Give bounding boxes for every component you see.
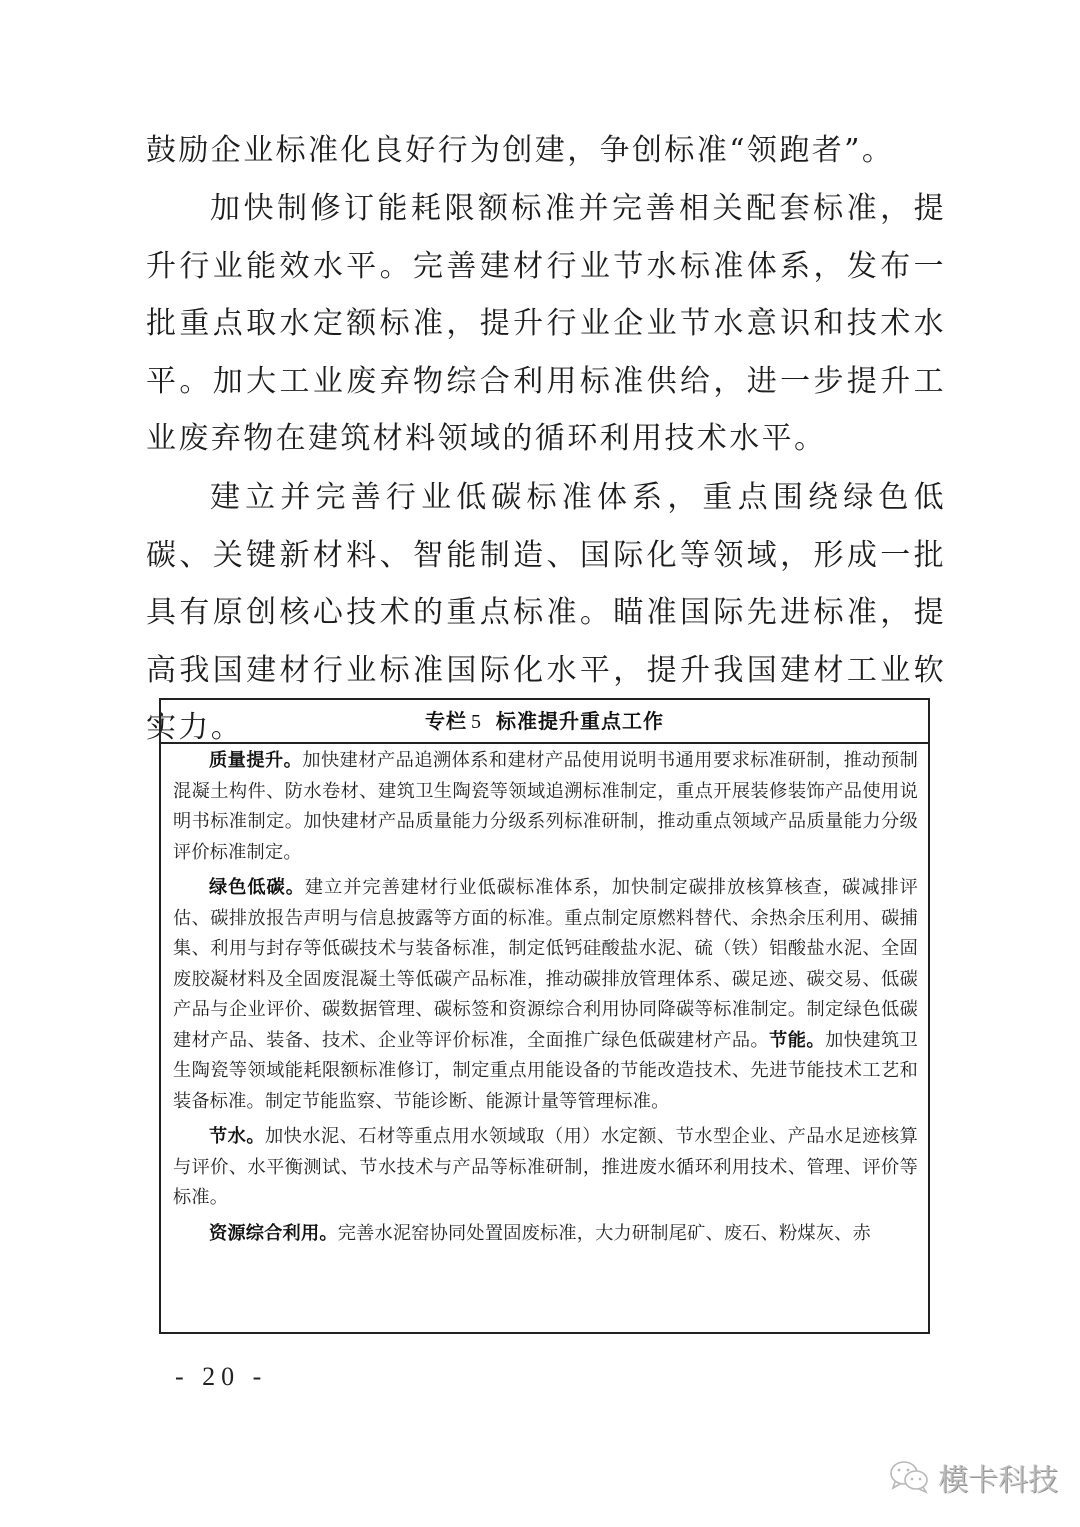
box-title <box>161 700 928 744</box>
paragraph-1: 鼓励企业标准化良好行为创建，争创标准“领跑者”。 <box>146 133 895 168</box>
section-text: 加快水泥、石材等重点用水领域取（用）水定额、节水型企业、产品水足迹核算与评价、水平衡测试、节水技术与产品等标准研制，推进废水循环利用技术、管理、评价等标准。 <box>173 1126 918 1208</box>
watermark <box>888 1455 1058 1499</box>
box-title-number: 5 <box>471 711 482 733</box>
section-green-low-carbon <box>173 873 918 1117</box>
box-title-text: 标准提升重点工作 <box>496 709 664 733</box>
box-body <box>161 744 928 1249</box>
sidebar-box-standards <box>159 698 930 1334</box>
wechat-icon <box>888 1459 932 1495</box>
section-resource-utilization <box>173 1219 918 1250</box>
box-title-prefix: 专栏 <box>425 709 467 733</box>
section-label: 质量提升。 <box>209 750 303 771</box>
section-text: 建立并完善建材行业低碳标准体系，加快制定碳排放核算核查，碳减排评估、碳排放报告声明与信息披露等方面的标准。重点制定原燃料替代、余热余压利用、碳捕集、利用与封存等低碳技术与装备标准，制定低钙硅酸盐水泥、硫（铁）铝酸盐水泥、全固废胶凝材料及全固废混凝土等低碳产品标准，推动碳排放管理体系、碳足迹、碳交易、低碳产品与企业评价、碳数据管理、碳标签和资源综合利用协同降碳等标准制定。制定绿色低碳建材产品、装备、技术、企业等评价标准，全面推广绿色低碳建材产品。 <box>173 877 918 1051</box>
page-number: - 20 - <box>175 1362 268 1391</box>
section-text: 完善水泥窑协同处置固废标准，大力研制尾矿、废石、粉煤灰、赤 <box>337 1222 871 1244</box>
section-label: 节水。 <box>209 1126 265 1147</box>
section-quality <box>173 746 918 868</box>
section-text-energy: 加快建筑卫生陶瓷等领域能耗限额标准修订，制定重点用能设备的节能改造技术、先进节能技术工艺和装备标准。制定节能监察、节能诊断、能源计量等管理标准。 <box>173 1029 918 1112</box>
section-label-energy: 节能。 <box>769 1029 826 1051</box>
section-label: 绿色低碳。 <box>209 877 305 898</box>
paragraph-3: 建立并完善行业低碳标准体系，重点围绕绿色低碳、关键新材料、智能制造、国际化等领域，形成一批具有原创核心技术的重点标准。瞄准国际先进标准，提高我国建材行业标准国际化水平，提升我国建材工业软实力。 <box>146 480 946 745</box>
section-label: 资源综合利用。 <box>209 1222 338 1244</box>
paragraph-2: 加快制修订能耗限额标准并完善相关配套标准，提升行业能效水平。完善建材行业节水标准体系，发布一批重点取水定额标准，提升行业企业节水意识和技术水平。加大工业废弃物综合利用标准供给，进一步提升工业废弃物在建筑材料领域的循环利用技术水平。 <box>146 191 946 456</box>
section-text: 加快建材产品追溯体系和建材产品使用说明书通用要求标准研制，推动预制混凝土构件、防水卷材、建筑卫生陶瓷等领域追溯标准制定，重点开展装修装饰产品使用说明书标准制定。加快建材产品质量能力分级系列标准研制，推动重点领域产品质量能力分级评价标准制定。 <box>173 750 918 863</box>
section-water-saving <box>173 1122 918 1214</box>
watermark-text: 模卡科技 <box>938 1463 1058 1498</box>
